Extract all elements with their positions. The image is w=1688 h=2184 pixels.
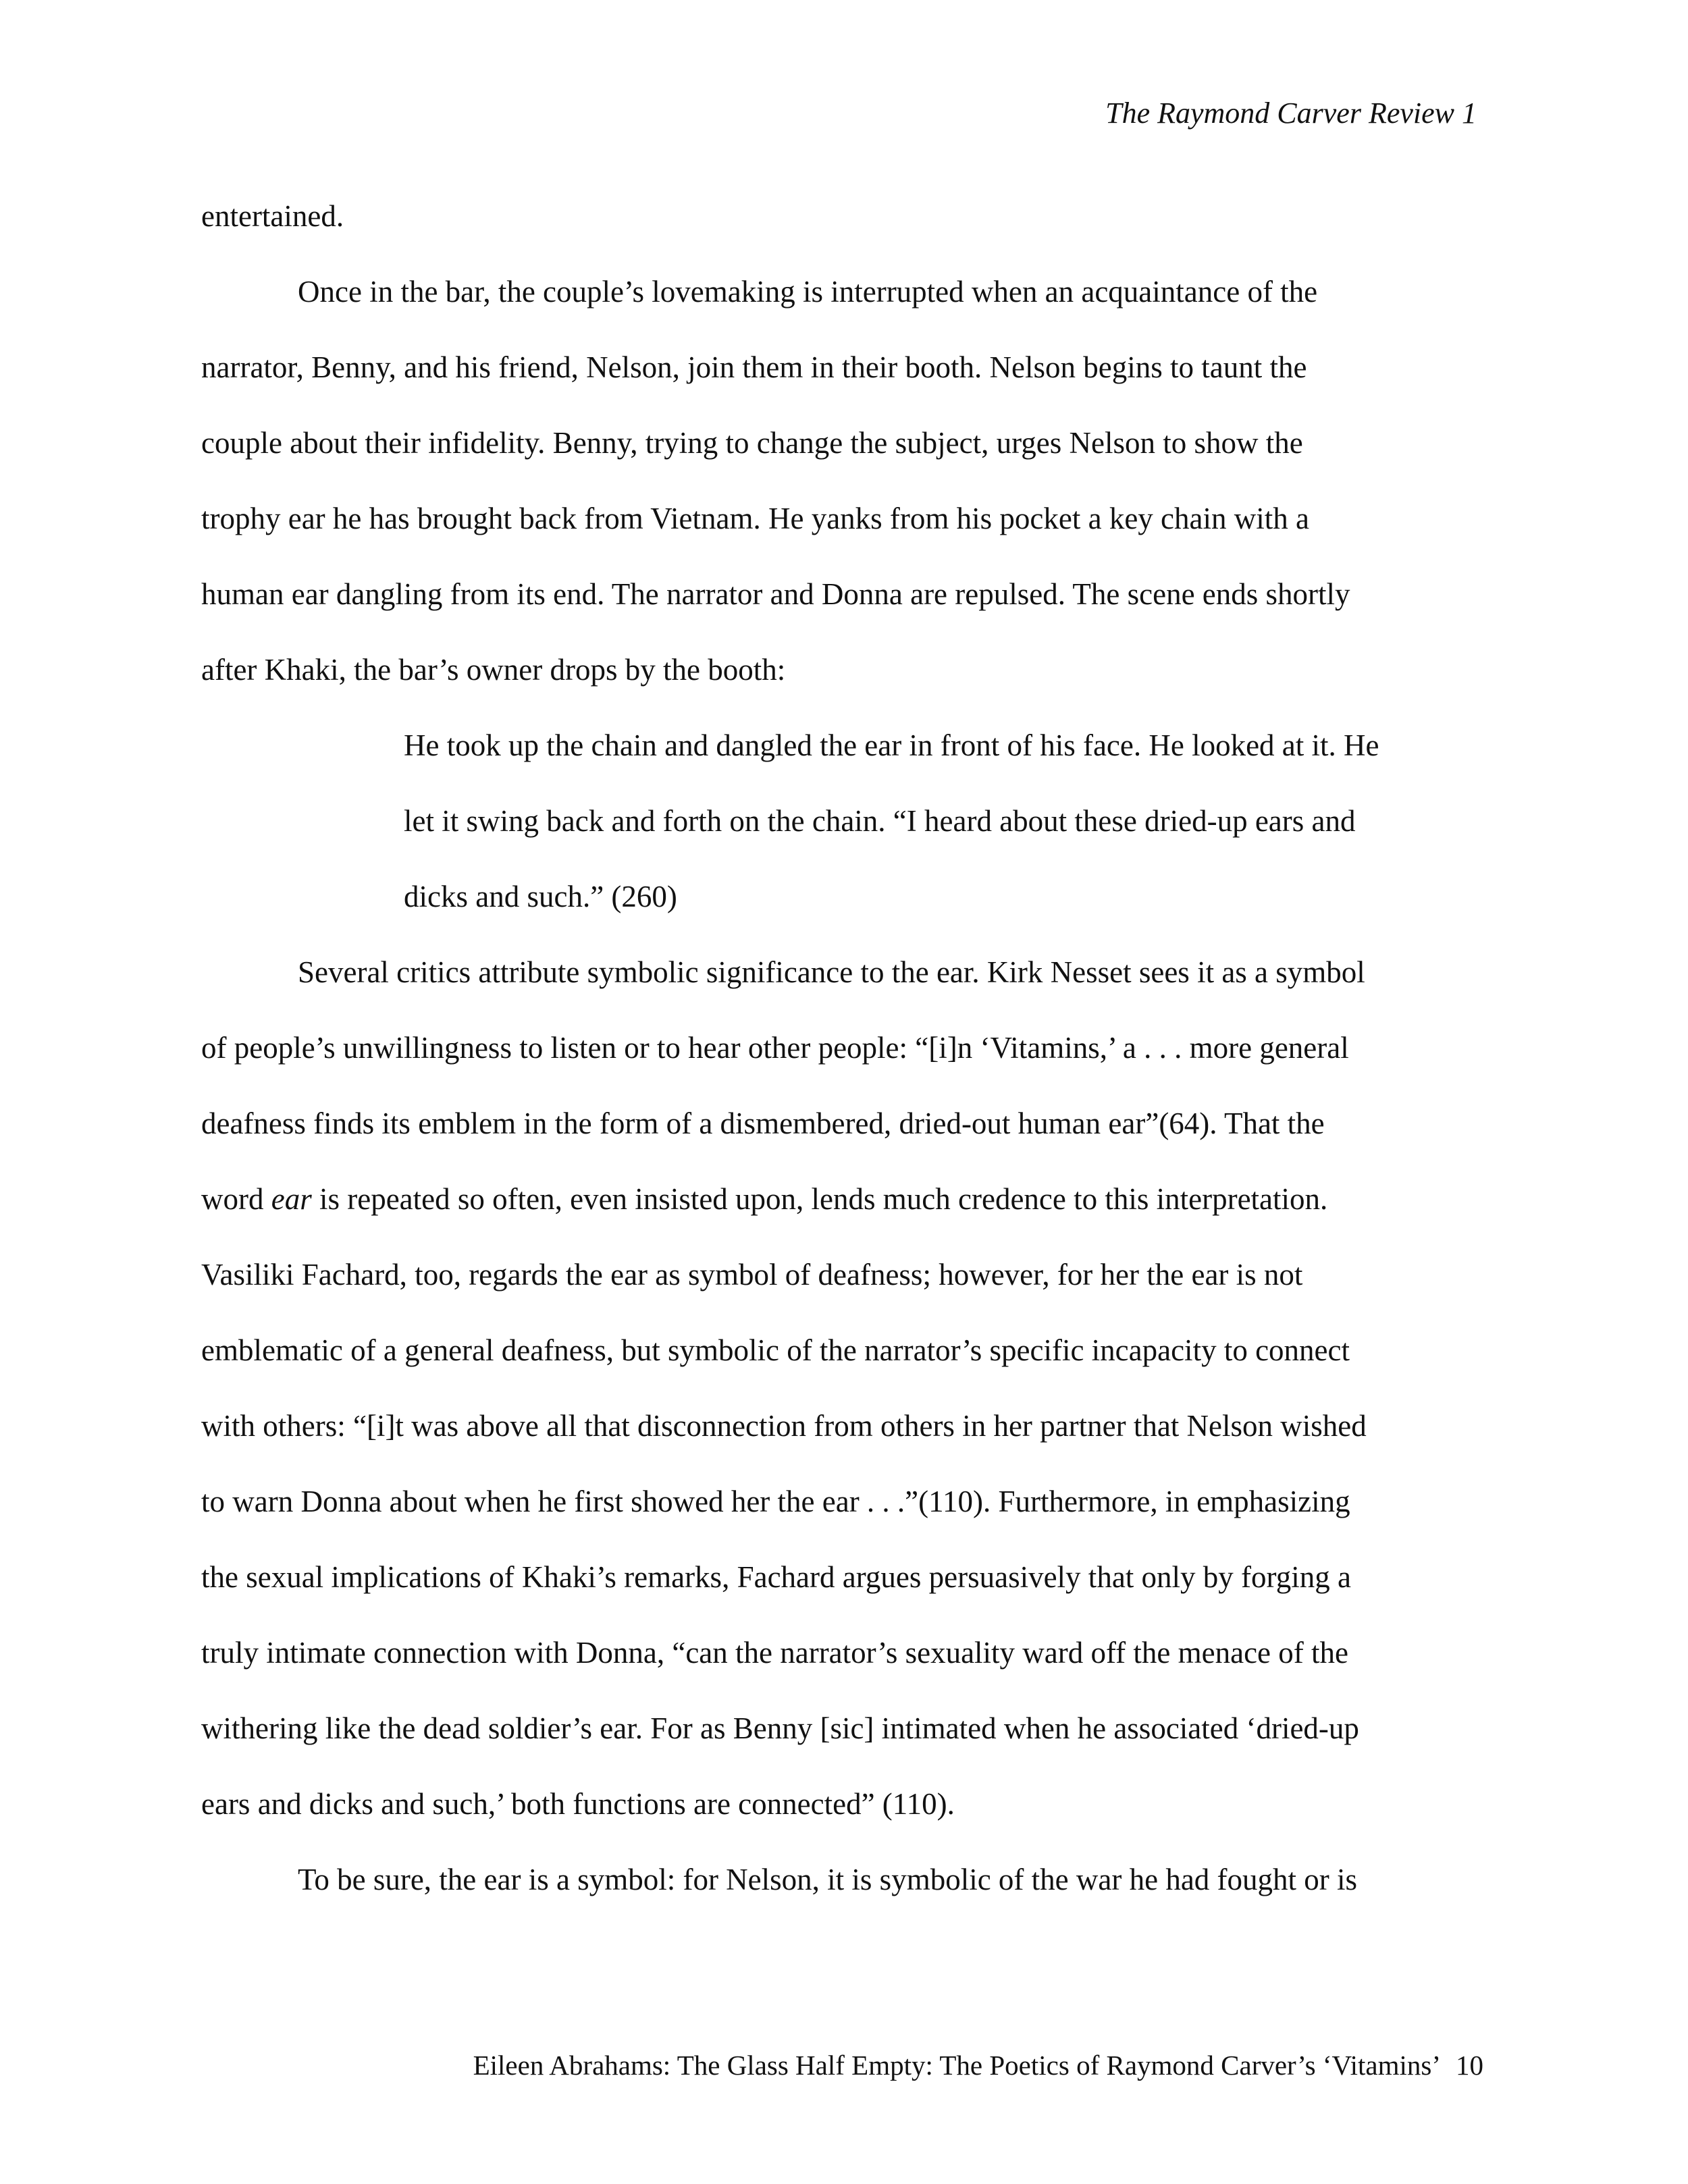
body-line: trophy ear he has brought back from Vietnam. He yanks from his pocket a key chain with a (201, 502, 1309, 535)
block-quote-line: dicks and such.” (260) (404, 880, 677, 913)
page-footer (473, 2049, 1483, 2081)
block-quote-line: He took up the chain and dangled the ear in front of his face. He looked at it. He (404, 728, 1379, 762)
body-line: withering like the dead soldier’s ear. For as Benny [sic] intimated when he associated ‘dried-up (201, 1711, 1359, 1745)
body-text: is repeated so often, even insisted upon, lends much credence to this interpretation. (311, 1182, 1328, 1216)
body-line: couple about their infidelity. Benny, trying to change the subject, urges Nelson to show the (201, 426, 1303, 460)
body-line: of people’s unwillingness to listen or to hear other people: “[i]n ‘Vitamins,’ a . . . more general (201, 1031, 1349, 1065)
body-line: entertained. (201, 199, 344, 233)
body-line: Vasiliki Fachard, too, regards the ear as symbol of deafness; however, for her the ear is not (201, 1258, 1303, 1291)
body-line: human ear dangling from its end. The narrator and Donna are repulsed. The scene ends shortly (201, 577, 1350, 611)
body-line: Once in the bar, the couple’s lovemaking is interrupted when an acquaintance of the (298, 275, 1318, 309)
body-line (201, 1184, 1327, 1215)
body-line: ears and dicks and such,’ both functions are connected” (110). (201, 1787, 955, 1821)
body-text: word (201, 1182, 271, 1216)
body-line: to warn Donna about when he first showed her the ear . . .”(110). Furthermore, in emphasizing (201, 1485, 1350, 1518)
page-number: 10 (1456, 2050, 1483, 2081)
footer-citation: Eileen Abrahams: The Glass Half Empty: The Poetics of Raymond Carver’s ‘Vitamins’ (473, 2050, 1441, 2081)
body-line: Several critics attribute symbolic significance to the ear. Kirk Nesset sees it as a symbol (298, 955, 1365, 989)
block-quote-line: let it swing back and forth on the chain. “I heard about these dried-up ears and (404, 804, 1356, 838)
body-line: truly intimate connection with Donna, “can the narrator’s sexuality ward off the menace of the (201, 1636, 1348, 1670)
body-line: narrator, Benny, and his friend, Nelson, join them in their booth. Nelson begins to taunt the (201, 350, 1307, 384)
body-line: To be sure, the ear is a symbol: for Nelson, it is symbolic of the war he had fought or is (298, 1863, 1358, 1896)
running-header: The Raymond Carver Review 1 (1105, 97, 1477, 130)
body-line: emblematic of a general deafness, but symbolic of the narrator’s specific incapacity to connect (201, 1333, 1350, 1367)
italic-term: ear (271, 1182, 312, 1216)
body-line: with others: “[i]t was above all that disconnection from others in her partner that Nelson wished (201, 1409, 1367, 1443)
body-line: after Khaki, the bar’s owner drops by the booth: (201, 653, 786, 687)
body-line: the sexual implications of Khaki’s remarks, Fachard argues persuasively that only by forging a (201, 1560, 1351, 1594)
body-line: deafness finds its emblem in the form of a dismembered, dried-out human ear”(64). That the (201, 1107, 1325, 1140)
